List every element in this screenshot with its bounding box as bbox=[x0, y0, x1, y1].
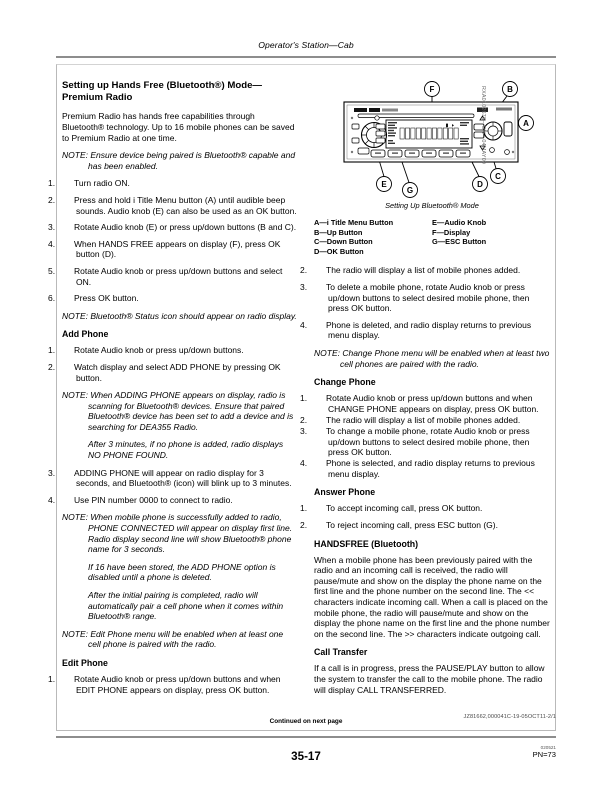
list-item: 4. Phone is deleted, and radio display returns to previous menu display. bbox=[300, 319, 532, 341]
list-item: 2. The radio will display a list of mobile phones added. bbox=[300, 414, 521, 425]
intro-paragraph: Premium Radio has hands free capabilities through Bluetooth® technology. Up to 16 mobile phones can be saved to Premium Radio at one time. bbox=[62, 111, 295, 143]
note-auto-pair: After the initial pairing is completed, radio will automatically pair a cell phone when it comes within Bluetooth® range. bbox=[88, 590, 284, 622]
note-adding-phone-scan: NOTE: When ADDING PHONE appears on display, radio is scanning for Bluetooth® devices. Ensure that paired Bluetooth® device has been set to add a device and is searching for DEA355 Radio. bbox=[62, 390, 294, 432]
figure-legend bbox=[314, 218, 550, 256]
note-change-phone-enabled: NOTE: Change Phone menu will be enabled when at least two cell phones are paired with the radio. bbox=[314, 347, 550, 369]
right-column bbox=[300, 80, 550, 716]
setup-steps-list bbox=[48, 178, 298, 304]
note-status-icon: NOTE: Bluetooth® Status icon should appear on radio display. bbox=[62, 310, 297, 321]
pn-main-code: PN=73 bbox=[532, 750, 556, 759]
callout-e-label: E bbox=[381, 180, 387, 189]
document-id: JZ81662,000041C-19-05OCT11-2/1 bbox=[463, 714, 556, 720]
heading-add-phone: Add Phone bbox=[62, 329, 109, 340]
callout-a-label: A bbox=[523, 119, 529, 128]
left-button-3 bbox=[358, 148, 369, 154]
list-item: 5. Rotate Audio knob or press up/down buttons and select ON. bbox=[48, 265, 283, 287]
callout-g-label: G bbox=[406, 186, 414, 195]
list-item: 2. The radio will display a list of mobile phones added. bbox=[300, 265, 521, 276]
heading-handsfree: HANDSFREE (Bluetooth) bbox=[314, 538, 419, 549]
heading-call-transfer: Call Transfer bbox=[314, 647, 368, 658]
add-phone-steps-b bbox=[48, 467, 298, 506]
call-transfer-paragraph: If a call is in progress, press the PAUSE/PLAY button to allow the system to transfer the call to the mobile phone. The radio will display CALL TRANSFERRED. bbox=[314, 663, 545, 695]
pn-block bbox=[533, 745, 556, 759]
header-rule bbox=[56, 56, 556, 58]
list-item: 3. Rotate Audio knob (E) or press up/down buttons (B and C). bbox=[48, 222, 297, 233]
legend-column-right bbox=[432, 218, 550, 256]
page-number: 35-17 bbox=[291, 750, 321, 763]
footer-rule bbox=[56, 736, 556, 738]
callout-c-label: C bbox=[495, 172, 501, 181]
legend-item: G—ESC Button bbox=[432, 237, 487, 247]
running-header: Operator's Station—Cab bbox=[258, 40, 354, 50]
list-item: 2. To reject incoming call, press ESC button (G). bbox=[300, 519, 498, 530]
handsfree-paragraph: When a mobile phone has been previously paired with the radio and an incoming call is received, the radio will pause/mute and show on the display the phone name on the first line and the phone number on the second line. The << characters indicate incoming call. When a call is placed on the mobile phone, the radio will pause/mute and show on the display the phone name on the first line and the phone number on the second line. The >> characters indicate outgoing call. bbox=[314, 554, 550, 639]
heading-change-phone: Change Phone bbox=[314, 377, 376, 388]
list-item: 2. Watch display and select ADD PHONE by pressing OK button. bbox=[48, 361, 281, 383]
display-panel bbox=[386, 120, 472, 148]
left-button-2 bbox=[352, 138, 359, 143]
edit-phone-steps-continued bbox=[300, 265, 550, 341]
list-item: 2. Press and hold i Title Menu button (A) until audible beep sounds. Audio knob (E) can also be used as an OK button. bbox=[48, 194, 297, 216]
list-item: 3. To change a mobile phone, rotate Audio knob or press up/down buttons to select desired mobile phone, then press OK button. bbox=[300, 425, 530, 458]
change-phone-steps bbox=[300, 393, 550, 479]
legend-item: D—OK Button bbox=[314, 246, 364, 256]
callout-f-label: F bbox=[429, 85, 435, 94]
add-phone-steps-a bbox=[48, 345, 298, 383]
left-column bbox=[48, 80, 298, 716]
page-title: Setting up Hands Free (Bluetooth®) Mode—Premium Radio bbox=[62, 80, 263, 104]
heading-edit-phone: Edit Phone bbox=[62, 657, 108, 668]
left-button-1 bbox=[352, 124, 359, 129]
eject-button bbox=[504, 122, 512, 136]
pn-small-code: 020521 bbox=[540, 745, 556, 750]
heading-answer-phone: Answer Phone bbox=[314, 487, 376, 498]
legend-item: C—Down Button bbox=[314, 237, 373, 247]
legend-item: F—Display bbox=[432, 227, 471, 237]
list-item: 1. Rotate Audio knob or press up/down buttons and when CHANGE PHONE appears on display, press OK button. bbox=[300, 393, 539, 414]
answer-phone-steps bbox=[300, 503, 550, 530]
radio-illustration bbox=[314, 80, 550, 198]
list-item: 4. Phone is selected, and radio display returns to previous menu display. bbox=[300, 458, 535, 479]
note-bluetooth-capable: NOTE: Ensure device being paired is Bluetooth® capable and has been enabled. bbox=[62, 150, 296, 171]
continued-notice: Continued on next page bbox=[269, 718, 343, 725]
legend-item: A—i Title Menu Button bbox=[314, 218, 394, 227]
legend-item: E—Audio Knob bbox=[432, 218, 487, 227]
edit-phone-steps bbox=[48, 673, 298, 695]
list-item: 1. Turn radio ON. bbox=[48, 178, 130, 189]
callout-d-label: D bbox=[477, 180, 483, 189]
figure-caption: Setting Up Bluetooth® Mode bbox=[385, 201, 479, 210]
callout-b-label: B bbox=[507, 85, 513, 94]
list-item: 3. ADDING PHONE will appear on radio display for 3 seconds, and Bluetooth® (icon) will blink up to 3 minutes. bbox=[48, 467, 292, 489]
legend-column-left bbox=[314, 218, 432, 256]
list-item: 1. To accept incoming call, press OK button. bbox=[300, 503, 483, 514]
note-phone-connected: NOTE: When mobile phone is successfully added to radio, PHONE CONNECTED will appear on display first line. Radio display second line will show Bluetooth® phone name for 3 seconds. bbox=[62, 512, 293, 555]
note-sixteen-stored: If 16 have been stored, the ADD PHONE option is disabled until a phone is deleted. bbox=[88, 561, 276, 583]
list-item: 1. Rotate Audio knob or press up/down buttons and when EDIT PHONE appears on display, press OK button. bbox=[48, 673, 281, 695]
radio-brand-logo bbox=[354, 108, 398, 112]
list-item: 3. To delete a mobile phone, rotate Audio knob or press up/down buttons to select desired mobile phone, then press OK button. bbox=[300, 281, 530, 314]
figure-block bbox=[314, 80, 550, 256]
figure-side-id: RXA0102670—UN—04MAY09 bbox=[479, 86, 486, 165]
legend-item: B—Up Button bbox=[314, 227, 363, 237]
list-item: 4. Use PIN number 0000 to connect to radio. bbox=[48, 494, 233, 505]
note-no-phone-found: After 3 minutes, if no phone is added, radio displays NO PHONE FOUND. bbox=[88, 439, 284, 461]
list-item: 1. Rotate Audio knob or press up/down buttons. bbox=[48, 345, 244, 356]
list-item: 4. When HANDS FREE appears on display (F), press OK button (D). bbox=[48, 238, 281, 260]
note-edit-phone-enabled: NOTE: Edit Phone menu will be enabled when at least one cell phone is paired with the radio. bbox=[62, 628, 284, 650]
content-columns bbox=[48, 80, 550, 716]
list-item: 6. Press OK button. bbox=[48, 293, 139, 304]
